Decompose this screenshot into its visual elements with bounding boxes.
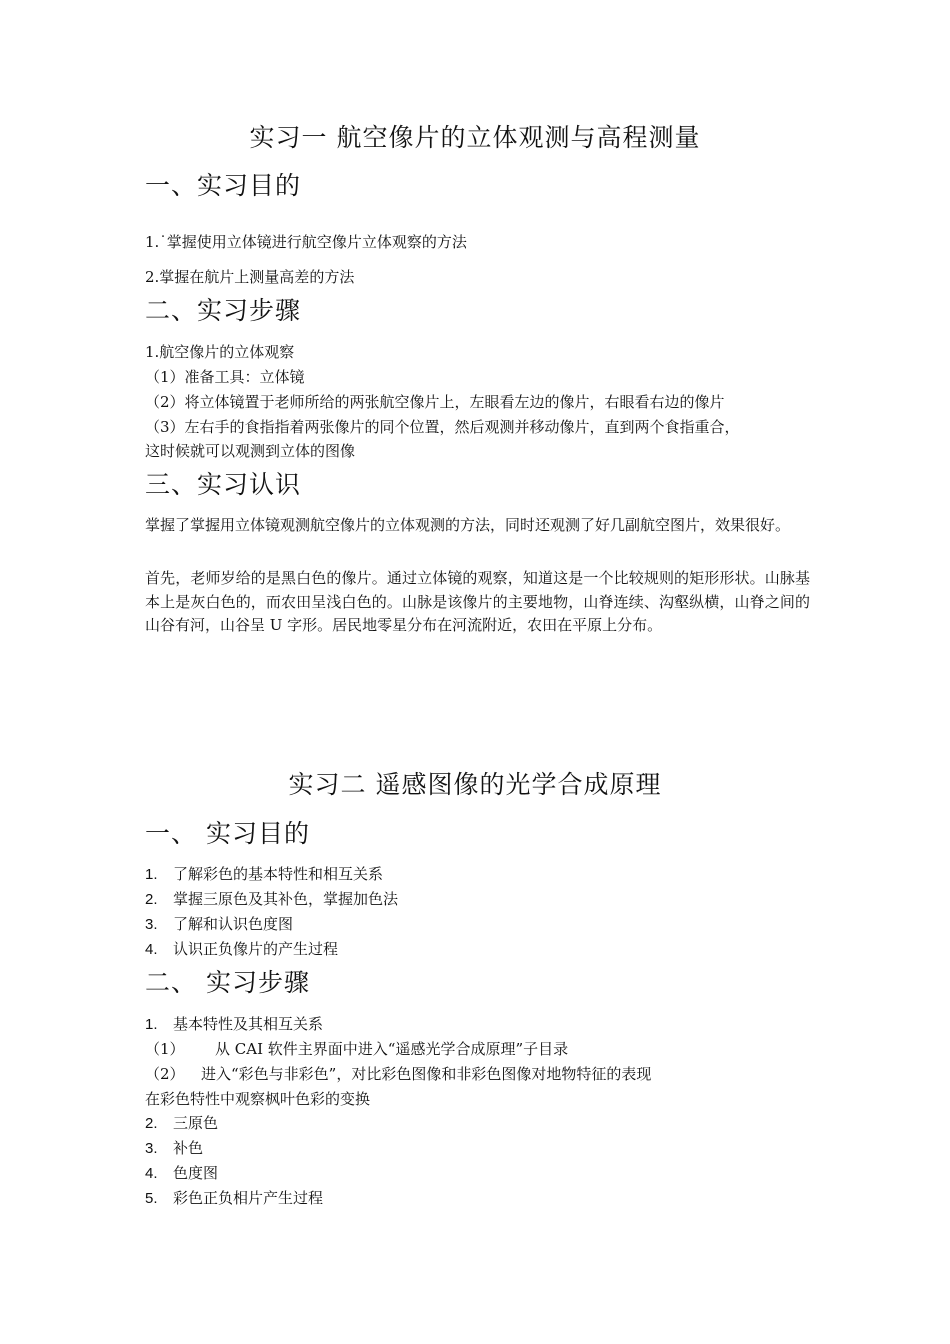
heading-purpose-1: 一、实习目的 (145, 171, 302, 200)
sub-list-item: （2） 进入“彩色与非彩色”，对比彩色图像和非彩色图像对地物特征的表现 (145, 1065, 652, 1083)
list-item: 4. 认识正负像片的产生过程 (145, 940, 339, 958)
list-item: 3. 补色 (145, 1139, 204, 1157)
knowledge-paragraph-1: 掌握了掌握用立体镜观测航空像片的立体观测的方法，同时还观测了好几副航空图片，效果很好。 (145, 516, 791, 534)
step-item-4: （3）左右手的食指指着两张像片的同个位置，然后观测并移动像片，直到两个食指重合， (145, 418, 740, 436)
section-title-2: 实习二 遥感图像的光学合成原理 (288, 770, 662, 799)
list-item: 5. 彩色正负相片产生过程 (145, 1189, 324, 1207)
step-item-5: 这时候就可以观测到立体的图像 (145, 442, 356, 460)
purpose-item-2: 2.掌握在航片上测量高差的方法 (145, 268, 355, 286)
section-title-1: 实习一 航空像片的立体观测与高程测量 (249, 123, 701, 152)
list-item: 4. 色度图 (145, 1164, 219, 1182)
purpose-item-1: 1.˙掌握使用立体镜进行航空像片立体观察的方法 (145, 233, 467, 251)
list-item: 1. 基本特性及其相互关系 (145, 1015, 324, 1033)
heading-knowledge-1: 三、实习认识 (145, 470, 302, 499)
sub-list-item: （1） 从 CAI 软件主界面中进入“遥感光学合成原理”子目录 (145, 1040, 569, 1058)
list-item: 3. 了解和认识色度图 (145, 915, 294, 933)
step-note: 在彩色特性中观察枫叶色彩的变换 (145, 1090, 371, 1108)
heading-steps-2: 二、 实习步骤 (145, 968, 310, 997)
list-item: 2. 三原色 (145, 1114, 219, 1132)
heading-steps-1: 二、实习步骤 (145, 296, 302, 325)
knowledge-paragraph-2: 首先，老师岁给的是黑白色的像片。通过立体镜的观察，知道这是一个比较规则的矩形形状。山脉基本上是灰白色的，而农田呈浅白色的。山脉是该像片的主要地物，山脊连续、沟壑纵横，山脊之间的山谷有河，山谷呈 U 字形。居民地零星分布在河流附近，农田在平原上分布。 (145, 569, 810, 634)
step-item-2: （1）准备工具：立体镜 (145, 368, 305, 386)
list-item: 1. 了解彩色的基本特性和相互关系 (145, 865, 384, 883)
step-item-3: （2）将立体镜置于老师所给的两张航空像片上，左眼看左边的像片，右眼看右边的像片 (145, 393, 725, 411)
heading-purpose-2: 一、 实习目的 (145, 819, 310, 848)
step-item-1: 1.航空像片的立体观察 (145, 343, 295, 361)
list-item: 2. 掌握三原色及其补色，掌握加色法 (145, 890, 399, 908)
